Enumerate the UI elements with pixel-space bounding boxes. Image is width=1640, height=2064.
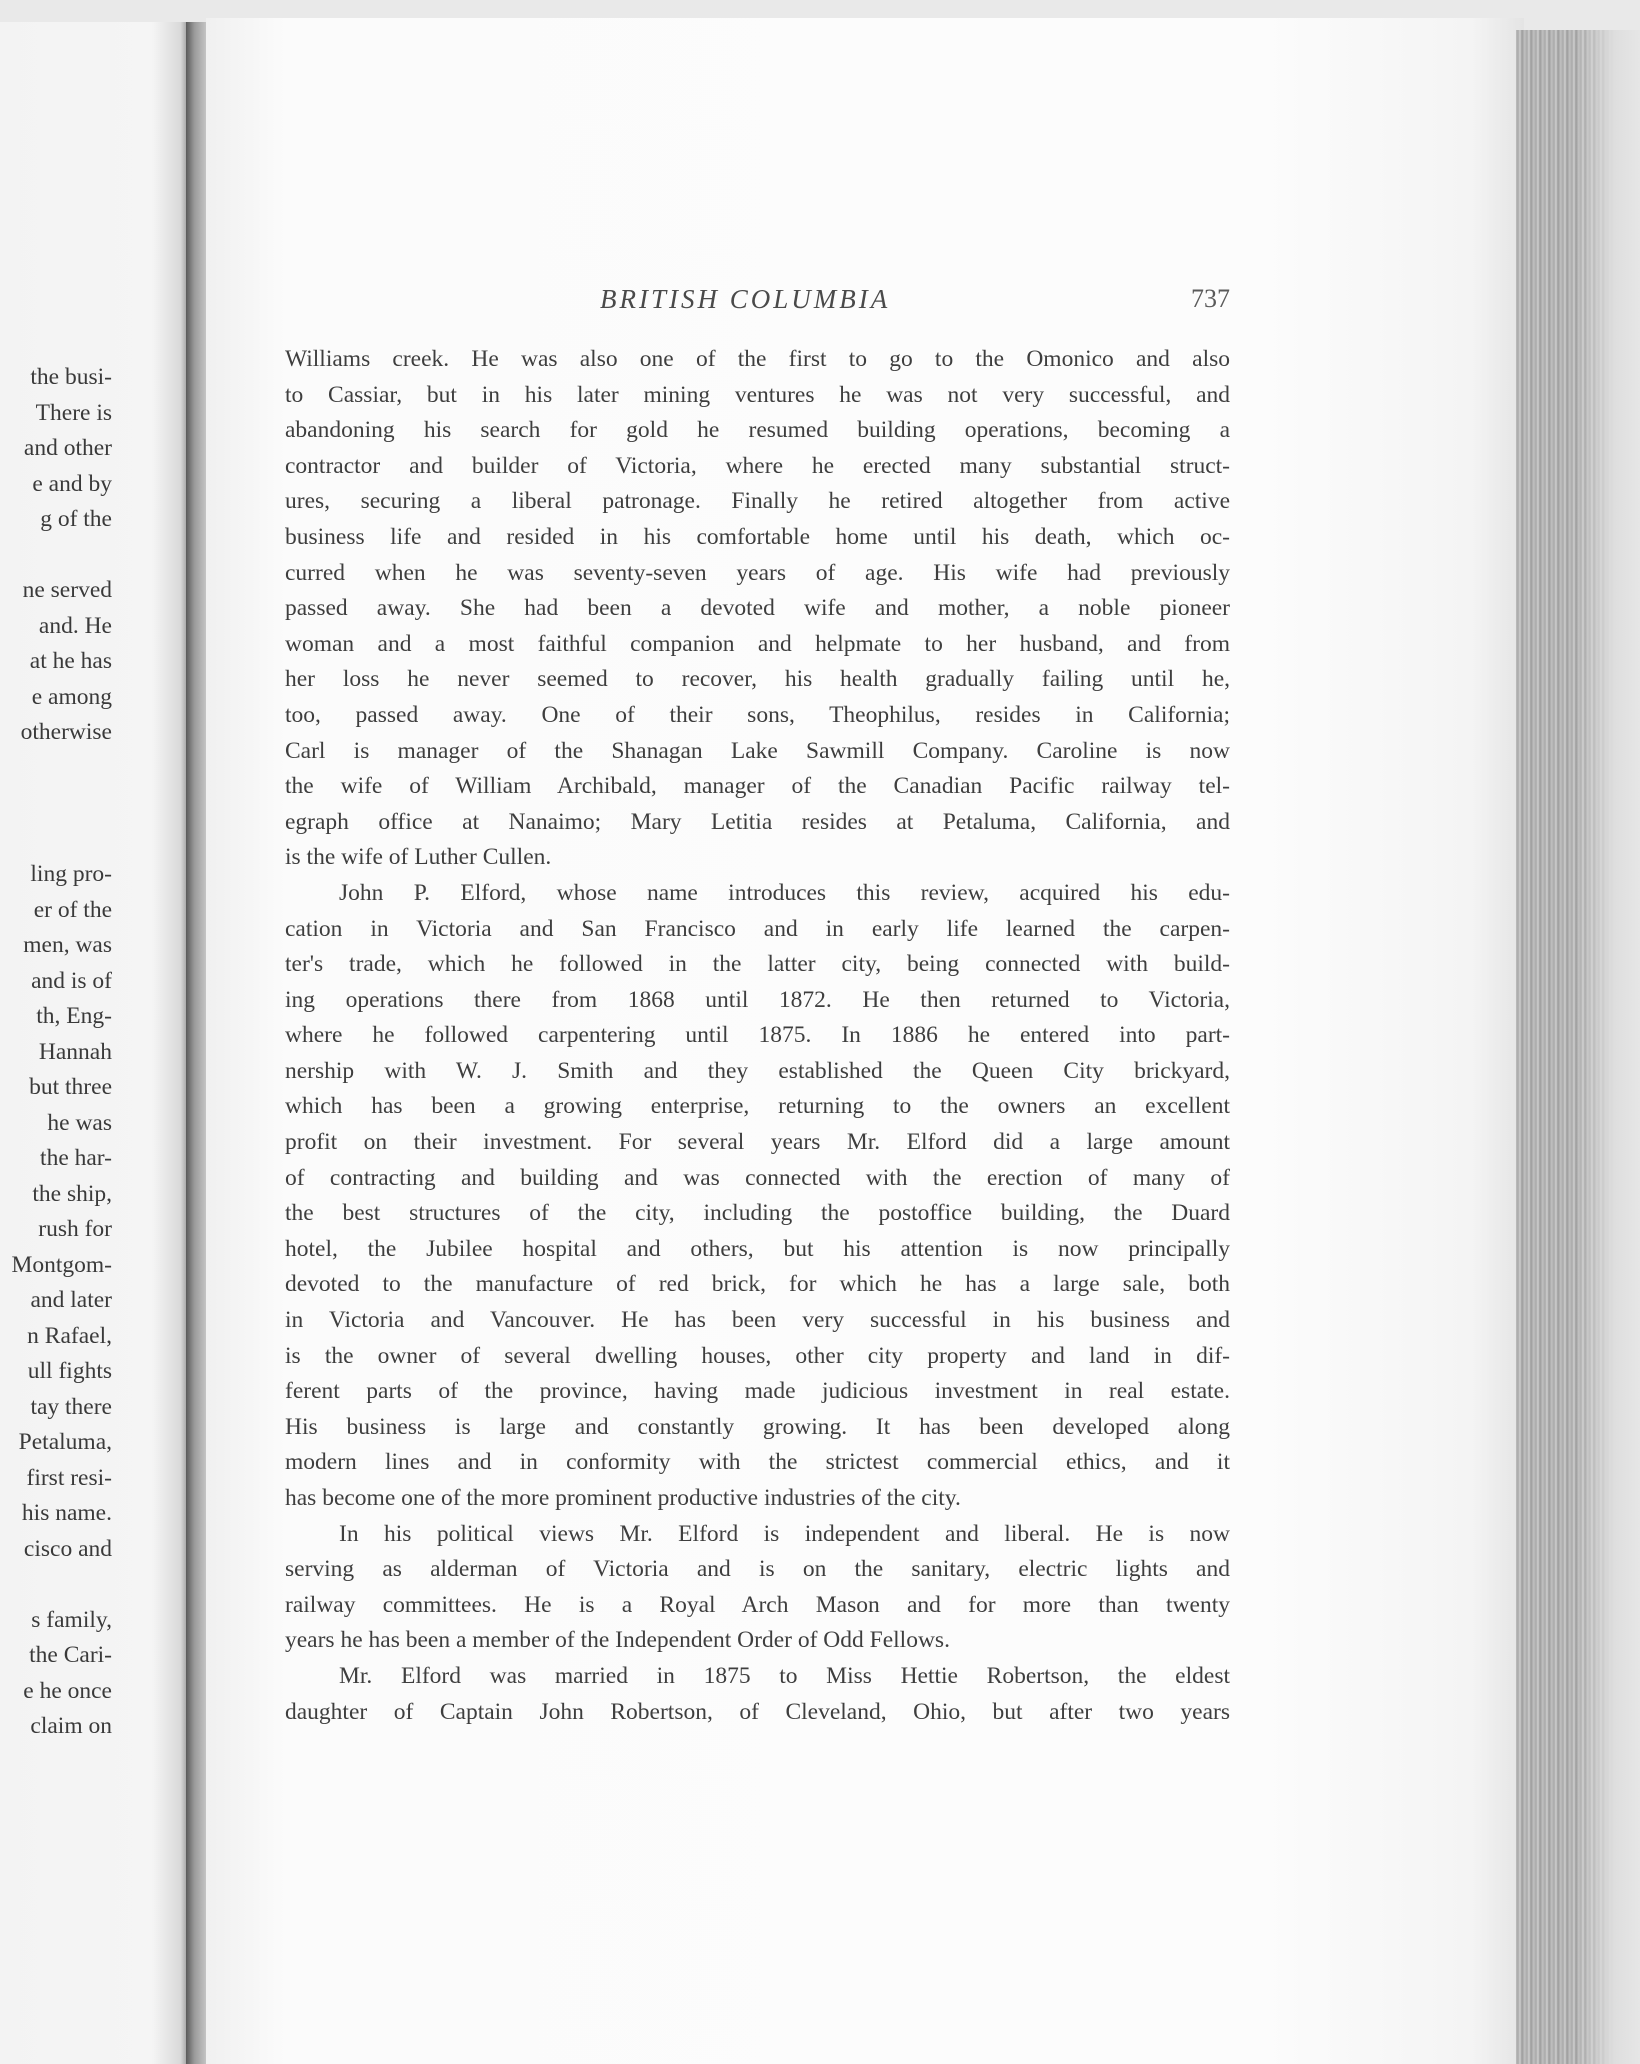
previous-page-line: rush for: [38, 1216, 112, 1242]
previous-page-line: but three: [29, 1074, 112, 1100]
running-head: [330, 284, 1230, 324]
previous-page-line: first resi-: [26, 1464, 112, 1491]
text-line: woman and a most faithful companion and helpmate to her husband, and from: [285, 630, 1230, 657]
page-number: 737: [1191, 284, 1230, 313]
body-text: [285, 342, 1230, 1730]
previous-page-line: [11, 1567, 112, 1603]
text-line: cation in Victoria and San Francisco and in early life learned the carpen-: [285, 915, 1230, 942]
page-edges: [1516, 30, 1640, 2064]
previous-page-line: claim on: [30, 1713, 112, 1739]
text-line: His business is large and constantly growing. It has been developed along: [285, 1413, 1230, 1440]
text-line: the wife of William Archibald, manager of the Canadian Pacific railway tel-: [285, 773, 1230, 800]
text-line: to Cassiar, but in his later mining ventures he was not very successful, and: [285, 381, 1230, 408]
previous-page-line: and is of: [31, 967, 112, 994]
text-line: too, passed away. One of their sons, Theophilus, resides in California;: [285, 701, 1230, 728]
previous-page-line: he was: [47, 1109, 112, 1136]
previous-page-line: the Cari-: [29, 1642, 112, 1668]
text-line: years he has been a member of the Independent Order of Odd Fellows.: [285, 1627, 950, 1654]
previous-page-line: [11, 751, 112, 787]
text-line: her loss he never seemed to recover, his health gradually failing until he,: [285, 666, 1230, 693]
text-line: which has been a growing enterprise, returning to the owners an excellent: [285, 1093, 1230, 1120]
previous-page-line: the busi-: [30, 364, 112, 390]
previous-page-line: ling pro-: [30, 861, 112, 887]
previous-page-line: [11, 538, 112, 574]
previous-page-text: [11, 360, 112, 1745]
text-line: in Victoria and Vancouver. He has been very successful in his business and: [285, 1307, 1230, 1334]
text-line: profit on their investment. For several years Mr. Elford did a large amount: [285, 1129, 1230, 1156]
text-line: In his political views Mr. Elford is independent and liberal. He is now: [339, 1520, 1230, 1547]
text-line: ures, securing a liberal patronage. Finally he retired altogether from active: [285, 488, 1230, 515]
text-line: daughter of Captain John Robertson, of Cleveland, Ohio, but after two years: [285, 1698, 1230, 1725]
text-line: passed away. She had been a devoted wife and mother, a noble pioneer: [285, 595, 1230, 622]
previous-page-line: s family,: [31, 1606, 112, 1633]
text-line: nership with W. J. Smith and they established the Queen City brickyard,: [285, 1057, 1230, 1084]
previous-page-line: and later: [30, 1287, 112, 1313]
text-line: John P. Elford, whose name introduces this review, acquired his edu-: [339, 879, 1230, 906]
text-line: hotel, the Jubilee hospital and others, but his attention is now principally: [285, 1235, 1230, 1262]
previous-page-line: Montgom-: [11, 1251, 112, 1278]
text-line: railway committees. He is a Royal Arch Mason and for more than twenty: [285, 1591, 1230, 1618]
running-title: BRITISH COLUMBIA: [600, 284, 891, 314]
previous-page-line: the har-: [40, 1145, 112, 1171]
text-line: curred when he was seventy-seven years of age. His wife had previously: [285, 559, 1230, 586]
text-line: contractor and builder of Victoria, where he erected many substantial struct-: [285, 452, 1230, 479]
text-line: business life and resided in his comfortable home until his death, which oc-: [285, 523, 1230, 550]
previous-page-line: n Rafael,: [27, 1322, 112, 1349]
text-line: of contracting and building and was connected with the erection of many of: [285, 1164, 1230, 1191]
text-line: Mr. Elford was married in 1875 to Miss Hettie Robertson, the eldest: [339, 1662, 1230, 1689]
text-line: serving as alderman of Victoria and is on the sanitary, electric lights and: [285, 1556, 1230, 1583]
text-line: modern lines and in conformity with the strictest commercial ethics, and it: [285, 1449, 1230, 1476]
text-line: abandoning his search for gold he resumed building operations, becoming a: [285, 417, 1230, 444]
previous-page-line: men, was: [23, 932, 112, 958]
previous-page-line: Petaluma,: [18, 1429, 112, 1455]
previous-page-line: There is: [35, 399, 112, 426]
previous-page-line: cisco and: [23, 1535, 112, 1562]
text-line: egraph office at Nanaimo; Mary Letitia resides at Petaluma, California, and: [285, 808, 1230, 835]
previous-page-line: ull fights: [27, 1358, 112, 1384]
text-line: Carl is manager of the Shanagan Lake Sawmill Company. Caroline is now: [285, 737, 1230, 764]
previous-page-line: ne served: [22, 577, 112, 603]
text-line: ing operations there from 1868 until 1872. He then returned to Victoria,: [285, 986, 1230, 1013]
text-line: Williams creek. He was also one of the first to go to the Omonico and also: [285, 346, 1230, 372]
previous-page-line: [11, 786, 112, 822]
text-line: is the owner of several dwelling houses, other city property and land in dif-: [285, 1342, 1230, 1369]
previous-page-line: and. He: [38, 612, 112, 639]
previous-page-line: th, Eng-: [36, 1003, 112, 1029]
text-line: the best structures of the city, including the postoffice building, the Duard: [285, 1200, 1230, 1227]
previous-page-line: the ship,: [32, 1180, 112, 1207]
previous-page-line: his name.: [21, 1500, 112, 1526]
text-line: is the wife of Luther Cullen.: [285, 844, 552, 871]
previous-page-line: e he once: [23, 1677, 112, 1704]
previous-page-line: e and by: [32, 470, 112, 497]
text-line: ter's trade, which he followed in the latter city, being connected with build-: [285, 951, 1230, 978]
text-line: has become one of the more prominent productive industries of the city.: [285, 1485, 961, 1511]
previous-page-fragment: [0, 22, 190, 2064]
previous-page-line: g of the: [40, 506, 112, 532]
previous-page-line: [11, 822, 112, 858]
previous-page-line: e among: [31, 683, 112, 710]
previous-page-line: tay there: [30, 1393, 112, 1420]
text-line: ferent parts of the province, having made judicious investment in real estate.: [285, 1378, 1230, 1405]
text-line: devoted to the manufacture of red brick, for which he has a large sale, both: [285, 1271, 1230, 1298]
previous-page-line: and other: [23, 435, 112, 461]
previous-page-line: otherwise: [20, 719, 112, 745]
text-line: where he followed carpentering until 1875. In 1886 he entered into part-: [285, 1022, 1230, 1049]
previous-page-line: er of the: [33, 896, 112, 923]
previous-page-line: Hannah: [38, 1038, 112, 1065]
previous-page-line: at he has: [29, 648, 112, 674]
